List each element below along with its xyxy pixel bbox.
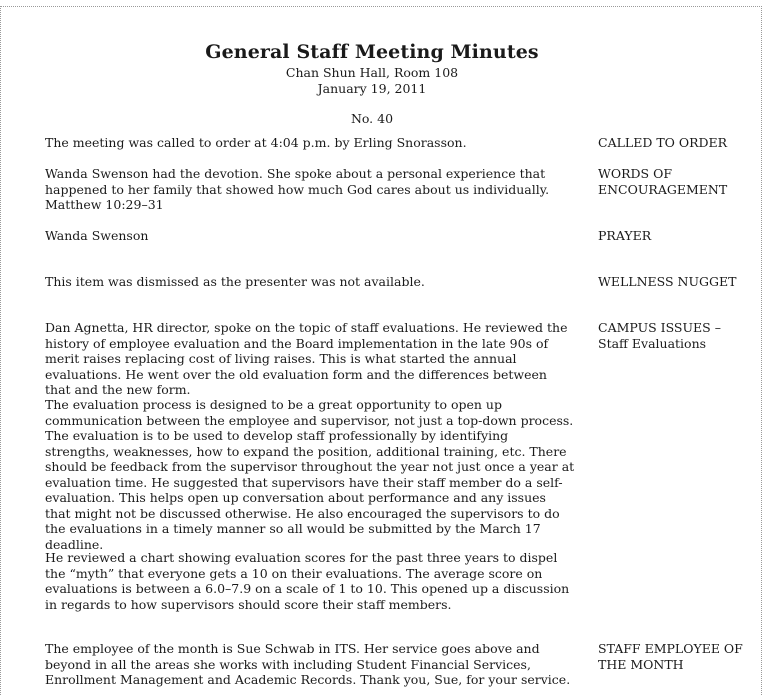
minutes-number: No. 40	[350, 111, 394, 126]
agenda-item-text: Dan Agnetta, HR director, spoke on the topic of staff evaluations. He reviewed the history of employee evaluation and the Board implementation in the late 90s of merit raises replacing cost of living raises. This is what started the annual evaluations. He went over the old evaluation form and the differences between that and the new form.	[45, 320, 568, 397]
agenda-item-label: WELLNESS NUGGET	[598, 274, 737, 289]
evaluation-scores-paragraph: He reviewed a chart showing evaluation scores for the past three years to dispel the “myth” that everyone gets a 10 on their evaluations. The average score on evaluations is between a 6.0–7.9 on a scale of 1 to 10. This opened up a discussion in regards to how supervisors should score their staff members.	[45, 550, 570, 612]
agenda-item-text: This item was dismissed as the presenter was not available.	[45, 274, 425, 289]
meeting-location: Chan Shun Hall, Room 108	[285, 65, 459, 80]
agenda-item-text: Wanda Swenson	[45, 228, 149, 243]
meeting-date: January 19, 2011	[317, 81, 427, 96]
agenda-item-text: Wanda Swenson had the devotion. She spoke about a personal experience that happened to her family that showed how much God cares about us individually. Matthew 10:29–31	[45, 166, 550, 212]
agenda-item-label: STAFF EMPLOYEE OF THE MONTH	[598, 641, 743, 672]
agenda-item-label: WORDS OF ENCOURAGEMENT	[598, 166, 728, 197]
document-title: General Staff Meeting Minutes	[205, 41, 539, 63]
agenda-item-text: The meeting was called to order at 4:04 p.m. by Erling Snorasson.	[45, 135, 467, 150]
agenda-item-label-line: CAMPUS ISSUES –	[598, 320, 721, 335]
agenda-item-label: CALLED TO ORDER	[598, 135, 728, 150]
agenda-item-label	[598, 320, 758, 351]
agenda-item-label-line: Staff Evaluations	[598, 335, 707, 351]
agenda-item-label: PRAYER	[598, 228, 652, 243]
document-page	[0, 6, 762, 695]
agenda-item-text: The employee of the month is Sue Schwab in ITS. Her service goes above and beyond in all the areas she works with including Student Financial Services, Enrollment Management and Academic Records. Thank you, Sue, for your service.	[45, 641, 571, 687]
evaluation-paragraph: The evaluation process is designed to be a great opportunity to open up communication between the employee and supervisor, not just a top-down process. The evaluation is to be used to develop staff professionally by identifying strengths, weaknesses, how to expand the position, additional training, etc. There should be feedback from the supervisor throughout the year not just once a year at evaluation time. He suggested that supervisors have their staff member do a self-evaluation. This helps open up conversation about performance and any issues that might not be discussed otherwise. He also encouraged the supervisors to do the evaluations in a timely manner so all would be submitted by the March 17 deadline.	[45, 397, 575, 552]
